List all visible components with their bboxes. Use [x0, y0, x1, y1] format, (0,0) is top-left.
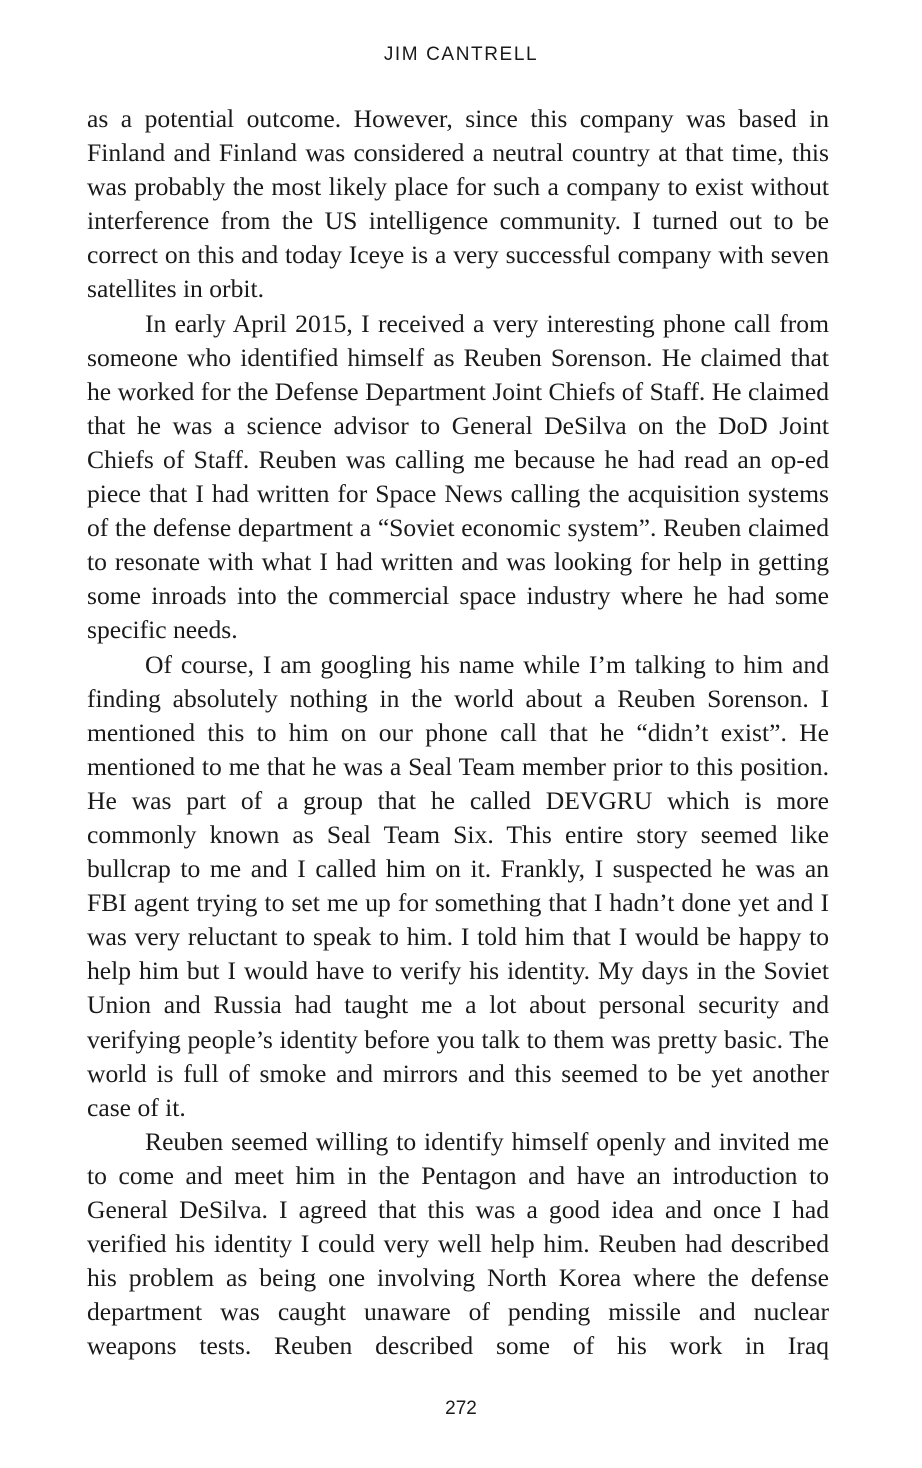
page-number: 272	[445, 1398, 477, 1419]
paragraph-continued: as a potential outcome. However, since this company was based in Finland and Finland was considered a neutral country at that time, this was probably the most likely place for such a company to exist without interference from the US intelligence community. I turned out to be correct on this and today Iceye is a very successful company with seven satellites in orbit.	[87, 104, 829, 304]
body-text	[87, 102, 829, 1363]
running-head: JIM CANTRELL	[383, 44, 539, 65]
paragraph: Of course, I am googling his name while I’m talking to him and finding absolutely nothing in the world about a Reuben Sorenson. I mentioned this to him on our phone call that he “didn’t exist”. He mentioned to me that he was a Seal Team member prior to this position. He was part of a group that he called DEVGRU which is more commonly known as Seal Team Six. This entire story seemed like bullcrap to me and I called him on it. Frankly, I suspected he was an FBI agent trying to set me up for something that I hadn’t done yet and I was very reluctant to speak to him. I told him that I would be happy to help him but I would have to verify his identity. My days in the Soviet Union and Russia had taught me a lot about personal security and verifying people’s identity before you talk to them was pretty basic. The world is full of smoke and mirrors and this seemed to be yet another case of it.	[87, 649, 829, 1122]
paragraph: Reuben seemed willing to identify himself openly and invited me to come and meet him in the Pentagon and have an introduction to General DeSilva. I agreed that this was a good idea and once I had verified his identity I could very well help him. Reuben had described his problem as being one involving North Korea where the defense department was caught unaware of pending missile and nuclear weapons tests. Reuben described some of his work in Iraq	[87, 1126, 829, 1361]
paragraph: In early April 2015, I received a very interesting phone call from someone who identified himself as Reuben Sorenson. He claimed that he worked for the Defense Department Joint Chiefs of Staff. He claimed that he was a science advisor to General DeSilva on the DoD Joint Chiefs of Staff. Reuben was calling me because he had read an op-ed piece that I had written for Space News calling the acquisition systems of the defense department a “Soviet economic system”. Reuben claimed to resonate with what I had written and was looking for help in getting some inroads into the commercial space industry where he had some specific needs.	[87, 308, 829, 645]
